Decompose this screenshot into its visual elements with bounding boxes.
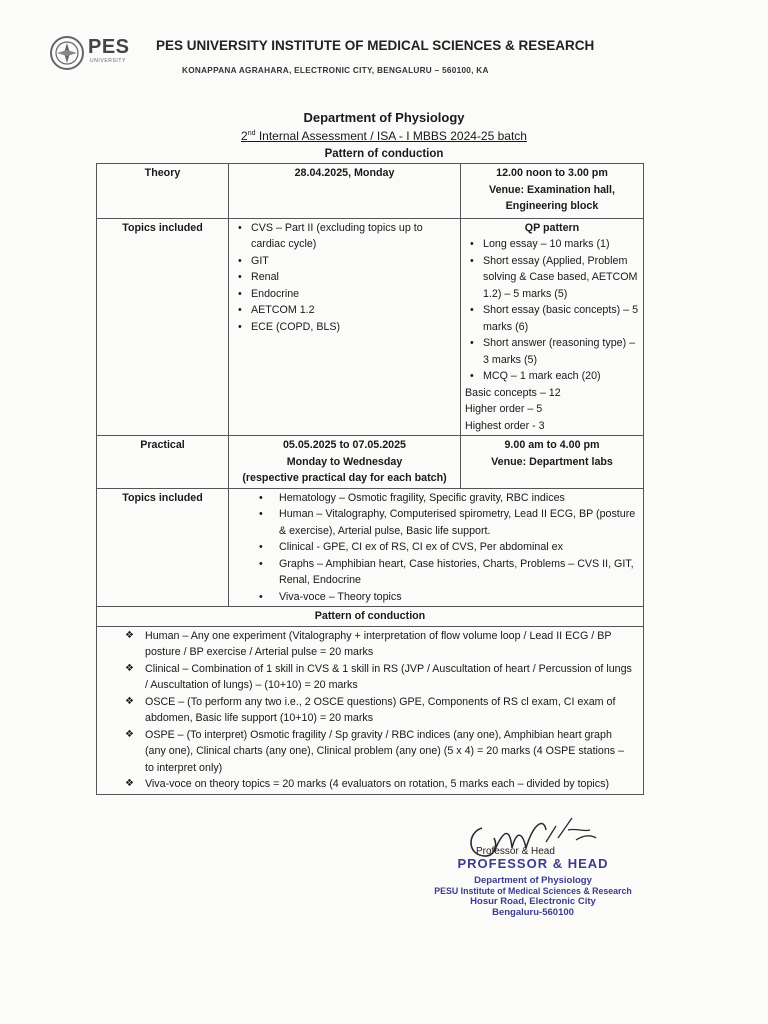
mcq-higher: Higher order – 5 [465,403,543,415]
conduction-title-row [97,607,644,627]
logo-text: PES [88,36,130,58]
practical-topics-cell [229,488,644,607]
signature-label: Professor & Head [476,846,555,857]
list-item: • Viva-voce – Theory topics [279,589,639,606]
list-item: ❖ OSCE – (To perform any two i.e., 2 OSCE questions) GPE, Components of RS cl exam, CI exam of abdomen, Basic life support (10+10) = 20 marks [145,694,633,727]
university-logo-icon [49,35,85,71]
pattern-heading: Pattern of conduction [324,148,444,160]
list-item: • Endocrine [251,286,456,303]
institute-name: PES UNIVERSITY INSTITUTE OF MEDICAL SCIENCES & RESEARCH [156,38,595,53]
theory-row [97,164,644,219]
practical-dates: 05.05.2025 to 07.05.2025 [282,439,406,451]
theory-venue: Venue: Examination hall, Engineering block [489,183,615,212]
list-item: ❖ Human – Any one experiment (Vitalography + interpretation of flow volume loop / Lead II ECG / BP posture / BP exercise / Arterial pulse = 20 marks [145,628,633,661]
practical-venue: Venue: Department labs [491,455,613,468]
practical-time-venue [461,436,644,489]
institute-address: KONAPPANA AGRAHARA, ELECTRONIC CITY, BENGALURU – 560100, KA [182,66,489,75]
theory-date: 28.04.2025, Monday [229,164,461,219]
conduction-cell [97,626,644,794]
logo-subtext: UNIVERSITY [90,58,127,64]
list-item: • CVS – Part II (excluding topics up to cardiac cycle) [251,220,456,253]
schedule-table [96,163,644,795]
stamp-department: Department of Physiology [474,875,592,886]
practical-topics-label: Topics included [97,488,229,607]
stamp-title: PROFESSOR & HEAD [457,856,609,871]
list-item: ❖ Clinical – Combination of 1 skill in CVS & 1 skill in RS (JVP / Auscultation of heart / Percussion of lungs / Auscultation of lungs) – (10+10) = 20 marks [145,661,633,694]
list-item: • Human – Vitalography, Computerised spirometry, Lead II ECG, BP (posture & exercise), Arterial pulse, Basic life support. [279,506,639,539]
list-item: • Short essay (Applied, Problem solving & Case based, AETCOM 1.2) – 5 marks (5) [483,253,639,303]
practical-dates-cell [229,436,461,489]
list-item: • Graphs – Amphibian heart, Case histories, Charts, Problems – CVS II, GIT, Renal, Endocrine [279,556,639,589]
list-item: • Hematology – Osmotic fragility, Specific gravity, RBC indices [279,490,639,507]
list-item: ❖ Viva-voce on theory topics = 20 marks (4 evaluators on rotation, 5 marks each – divided by topics) [145,776,633,793]
list-item: • Short answer (reasoning type) – 3 marks (5) [483,335,639,368]
practical-topics-list [233,490,639,606]
list-item: • ECE (COPD, BLS) [251,319,456,336]
practical-note: (respective practical day for each batch) [242,472,447,484]
theory-topics-list [233,220,456,336]
practical-row [97,436,644,489]
mcq-highest: Highest order - 3 [465,419,545,432]
theory-time: 12.00 noon to 3.00 pm [496,167,608,179]
theory-topics-row [97,218,644,436]
theory-topics-cell [229,218,461,436]
theory-time-venue [461,164,644,219]
conduction-row [97,626,644,794]
mcq-basic: Basic concepts – 12 [465,386,561,399]
conduction-list [101,628,633,793]
list-item: • MCQ – 1 mark each (20) [483,368,639,385]
practical-days: Monday to Wednesday [286,455,403,468]
department-title: Department of Physiology [303,110,465,125]
qp-pattern-list [465,236,639,385]
qp-pattern-title: QP pattern [524,221,580,234]
list-item: • Clinical - GPE, CI ex of RS, CI ex of CVS, Per abdominal ex [279,539,639,556]
qp-pattern-cell [461,218,644,436]
conduction-title: Pattern of conduction [97,607,644,627]
stamp-road: Hosur Road, Electronic City [470,896,596,907]
list-item: ❖ OSPE – (To interpret) Osmotic fragility / Sp gravity / RBC indices (any one), Amphibian heart graph (any one), Clinical charts (any one), Clinical problem (any one) (5 x 4) = 20 marks (4 OSPE stations – to interpret only) [145,727,633,777]
list-item: • GIT [251,253,456,270]
official-stamp [422,856,644,918]
theory-topics-label: Topics included [97,218,229,436]
practical-time: 9.00 am to 4.00 pm [504,439,600,451]
assessment-title: 2nd Internal Assessment / ISA - I MBBS 2024-25 batch [241,129,527,143]
practical-topics-row [97,488,644,607]
stamp-city: Bengaluru-560100 [492,907,574,918]
list-item: • AETCOM 1.2 [251,302,456,319]
list-item: • Short essay (basic concepts) – 5 marks (6) [483,302,639,335]
list-item: • Renal [251,269,456,286]
list-item: • Long essay – 10 marks (1) [483,236,639,253]
practical-label: Practical [97,436,229,489]
theory-label: Theory [97,164,229,219]
stamp-institute: PESU Institute of Medical Sciences & Research [434,886,632,896]
